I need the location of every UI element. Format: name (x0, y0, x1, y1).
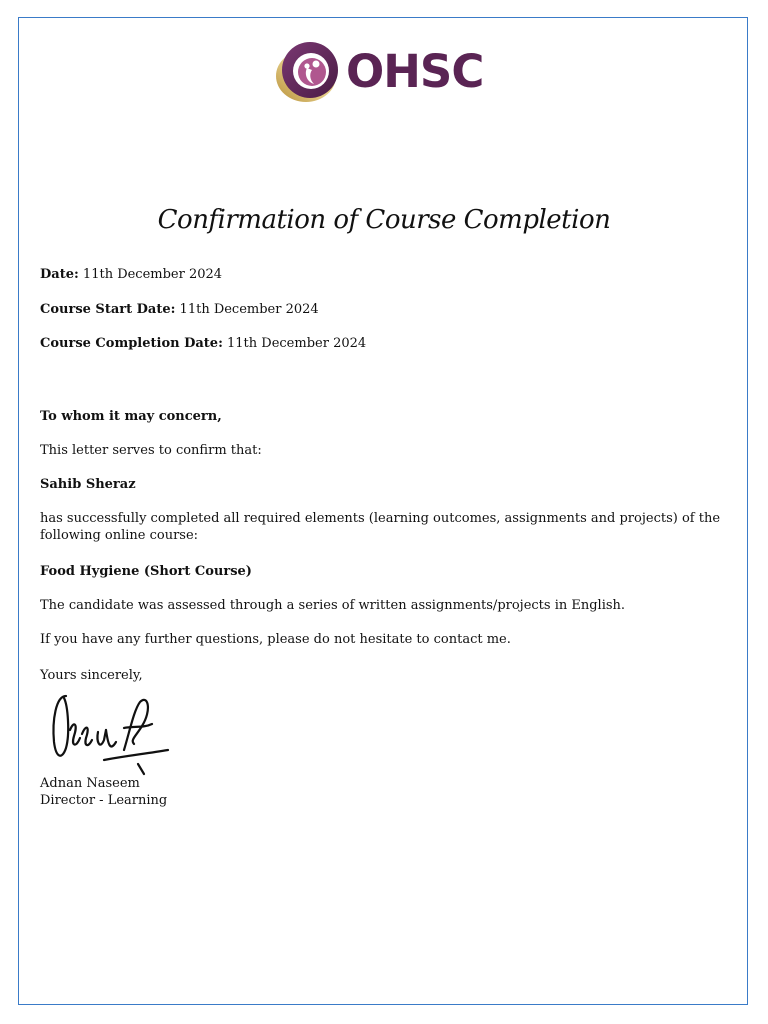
course-completion-date-label: Course Completion Date: (40, 336, 223, 351)
course-completion-date-line (40, 335, 366, 352)
course-name: Food Hygiene (Short Course) (40, 564, 252, 579)
signature (44, 690, 170, 776)
candidate-name: Sahib Sheraz (40, 477, 136, 492)
date-label: Date: (40, 267, 79, 282)
intro-text: This letter serves to confirm that: (40, 443, 262, 458)
signatory-role: Director - Learning (40, 793, 168, 808)
course-start-date-value: 11th December 2024 (179, 302, 319, 317)
salutation: To whom it may concern, (40, 409, 222, 424)
document-title: Confirmation of Course Completion (157, 205, 611, 235)
signatory-name: Adnan Naseem (40, 776, 140, 791)
closing: Yours sincerely, (40, 668, 143, 683)
course-completion-date-value: 11th December 2024 (227, 336, 367, 351)
assessment-statement: The candidate was assessed through a series of written assignments/projects in English. (40, 598, 626, 613)
course-start-date-line (40, 301, 319, 318)
contact-statement: If you have any further questions, please do not hesitate to contact me. (40, 632, 511, 647)
ohsc-logo-mark-icon (274, 40, 342, 104)
date-value: 11th December 2024 (82, 267, 223, 282)
completion-statement: has successfully completed all required elements (learning outcomes, assignments and projects) of the following online course: (40, 511, 721, 543)
course-start-date-label: Course Start Date: (40, 302, 176, 317)
ohsc-logo (274, 40, 483, 104)
ohsc-logo-text: OHSC (346, 45, 484, 98)
date-line (40, 266, 222, 283)
